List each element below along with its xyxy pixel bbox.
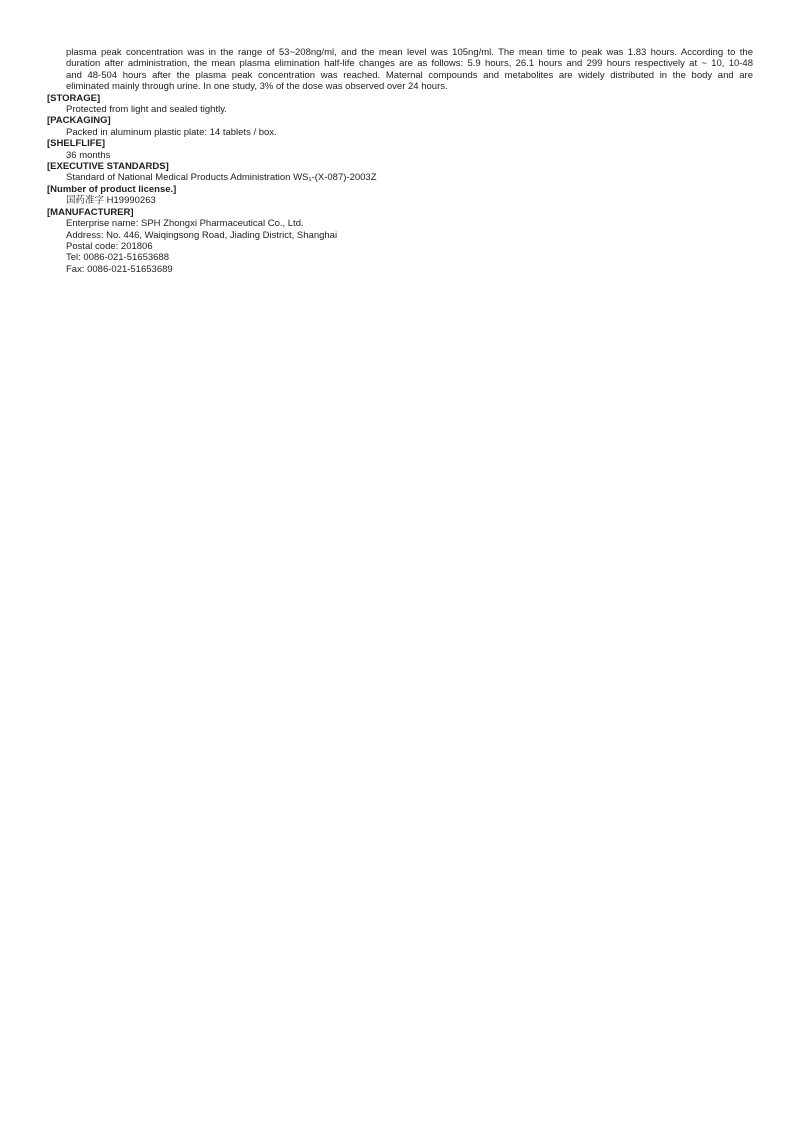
section-shelflife <box>47 138 753 161</box>
section-heading: [Number of product license.] <box>47 183 177 195</box>
manufacturer-tel: Tel: 0086-021-51653688 <box>66 252 170 264</box>
section-executive-standards <box>47 161 753 184</box>
section-heading: [PACKAGING] <box>47 115 111 127</box>
section-body-line: Packed in aluminum plastic plate: 14 tablets / box. <box>66 126 277 138</box>
manufacturer-fax: Fax: 0086-021-51653689 <box>66 263 173 275</box>
manufacturer-address: Address: No. 446, Waiqingsong Road, Jiading District, Shanghai <box>66 229 338 241</box>
manufacturer-postal-code: Postal code: 201806 <box>66 240 153 252</box>
section-heading: [EXECUTIVE STANDARDS] <box>47 161 169 173</box>
section-packaging <box>47 115 753 138</box>
paragraph-line: duration after administration, the mean plasma elimination half-life changes are as follows: 5.9 hours, 26.1 hours and 299 hours respectively at ~ 10, 10-48 <box>66 58 753 70</box>
section-body-line: 36 months <box>66 149 111 161</box>
pharmacokinetics-paragraph <box>66 47 753 93</box>
document-page <box>47 47 753 275</box>
section-product-license <box>47 184 753 207</box>
manufacturer-enterprise-name: Enterprise name: SPH Zhongxi Pharmaceutical Co., Ltd. <box>66 218 304 230</box>
section-heading: [SHELFLIFE] <box>47 138 106 150</box>
paragraph-line: and 48-504 hours after the plasma peak concentration was reached. Maternal compounds and metabolites are widely distributed in the body and are <box>66 69 753 81</box>
section-body-line: Protected from light and sealed tightly. <box>66 104 227 116</box>
section-body-line: 国药准字 H19990263 <box>66 195 156 207</box>
paragraph-line: eliminated mainly through urine. In one study, 3% of the dose was observed over 24 hours. <box>66 81 448 93</box>
section-heading: [MANUFACTURER] <box>47 206 134 218</box>
section-storage <box>47 93 753 116</box>
section-manufacturer <box>47 207 753 275</box>
section-heading: [STORAGE] <box>47 92 101 104</box>
paragraph-line: plasma peak concentration was in the range of 53~208ng/ml, and the mean level was 105ng/ml. The mean time to peak was 1.83 hours. According to the <box>66 47 753 58</box>
section-body-line: Standard of National Medical Products Administration WS₁-(X-087)-2003Z <box>66 172 377 184</box>
